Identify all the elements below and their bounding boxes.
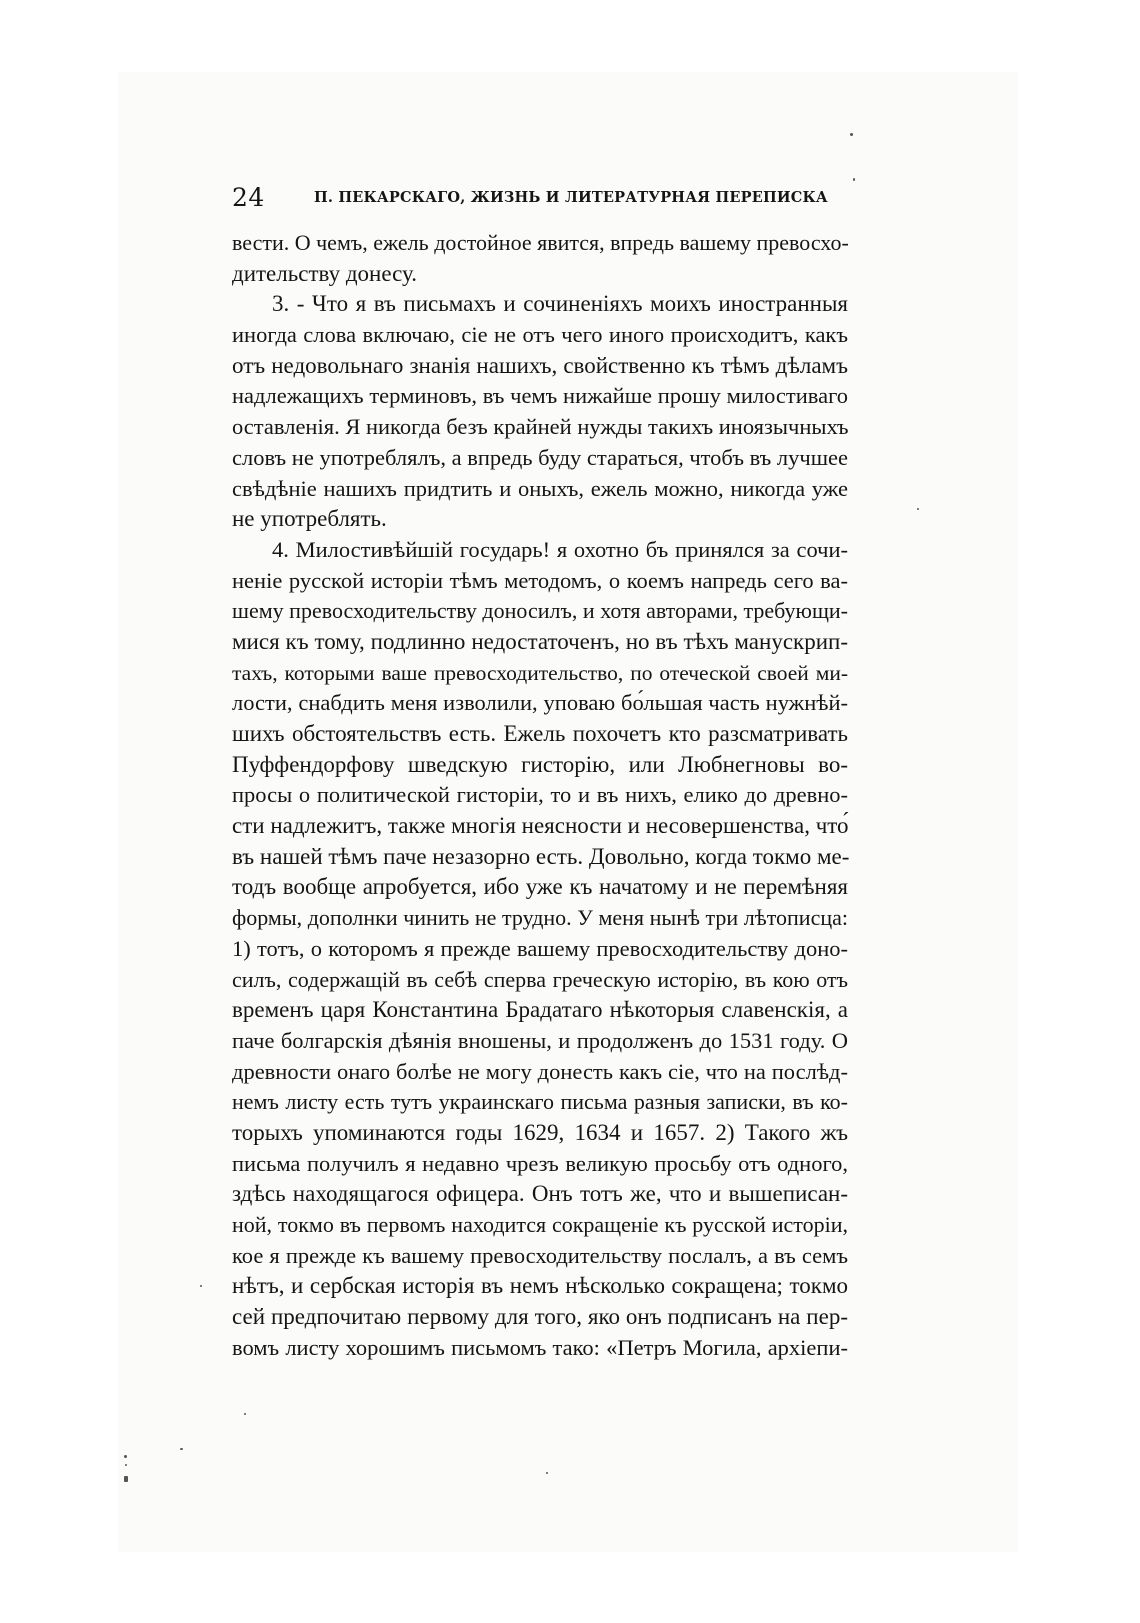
text-line: торыхъ упоминаются годы 1629, 1634 и 1657. 2) Такого жъ	[232, 1119, 848, 1145]
text-line: древности онаго болѣе не могу донесть какъ сіе, что на послѣд-	[232, 1058, 848, 1084]
text-line: тахъ, которыми ваше превосходительство, по отеческой своей ми-	[232, 660, 848, 685]
text-line: 1) тотъ, о которомъ я прежде вашему превосходительству доно-	[232, 935, 848, 961]
text-line: вести. О чемъ, ежель достойное явится, впредь вашему превосхо-	[232, 230, 849, 255]
text-line: временъ царя Константина Брадатаго нѣкоторыя славенскія, а	[232, 997, 848, 1023]
scan-speck	[124, 1455, 127, 1458]
text-line: 3. - Что я въ письмахъ и сочиненіяхъ моихъ иностранныя	[272, 291, 848, 317]
page-number: 24	[232, 183, 265, 212]
text-line: ной, токмо въ первомъ находится сокращеніе къ русской исторіи,	[232, 1212, 848, 1237]
scan-speck	[124, 1476, 128, 1482]
scan-speck	[853, 178, 855, 181]
text-line: иногда слова включаю, сіе не отъ чего иного происходитъ, какъ	[232, 322, 848, 348]
scan-speck	[546, 1472, 548, 1474]
scan-speck	[850, 133, 853, 136]
text-line: формы, дополнки чинить не трудно. У меня нынѣ три лѣтописца:	[232, 905, 848, 931]
text-line: силъ, содержащій въ себѣ сперва греческую исторію, въ кою отъ	[232, 966, 848, 992]
text-line: словъ не употреблялъ, а впредь буду стараться, чтобъ въ лучшее	[232, 444, 848, 470]
text-line: просы о политической гисторіи, то и въ нихъ, елико до древно-	[232, 782, 848, 808]
scan-speck	[917, 508, 919, 510]
text-line: нѣтъ, и сербская исторія въ немъ нѣсколько сокращена; токмо	[232, 1273, 848, 1299]
text-line: въ нашей тѣмъ паче незазорно есть. Довольно, когда токмо ме-	[232, 843, 850, 869]
text-line: не употреблять.	[232, 506, 387, 532]
text-line: тодъ вообще апробуется, ибо уже къ начатому и не перемѣняя	[232, 874, 848, 900]
text-line: немъ листу есть тутъ украинскаго письма разныя записки, въ ко-	[232, 1089, 848, 1115]
text-line: свѣдѣніе нашихъ придтить и оныхъ, ежель можно, никогда уже	[232, 475, 848, 501]
text-line: неніе русской исторіи тѣмъ методомъ, о коемъ напредь сего ва-	[232, 567, 848, 593]
scan-speck	[125, 1464, 127, 1466]
text-line: надлежащихъ терминовъ, въ чемъ нижайше прошу милостиваго	[232, 383, 848, 409]
text-line: дительству донесу.	[232, 260, 417, 286]
text-line: здѣсь находящагося офицера. Онъ тотъ же, что и вышеписан-	[232, 1181, 848, 1207]
text-line: паче болгарскія дѣянія вношены, и продолженъ до 1531 году. О	[232, 1027, 848, 1053]
text-line: лости, снабдить меня изволили, уповаю бо́льшая часть нужнѣй-	[232, 690, 848, 716]
text-line: 4. Милостивѣйшій государь! я охотно бъ принялся за сочи-	[272, 536, 848, 562]
text-line: кое я прежде къ вашему превосходительству послалъ, а въ семъ	[232, 1242, 848, 1268]
scan-speck	[244, 1413, 246, 1415]
text-line: оставленія. Я никогда безъ крайней нужды такихъ иноязычныхъ	[232, 414, 849, 440]
text-line: отъ недовольнаго знанія нашихъ, свойственно къ тѣмъ дѣламъ	[232, 352, 848, 378]
text-line: шихъ обстоятельствъ есть. Ежель похочетъ кто разсматривать	[232, 721, 848, 746]
text-line: Пуффендорфову шведскую гисторію, или Любнегновы во-	[232, 751, 848, 777]
running-head: П. ПЕКАРСКАГО, ЖИЗНЬ И ЛИТЕРАТУРНАЯ ПЕРЕПИСКА	[314, 189, 828, 206]
text-line: сей предпочитаю первому для того, яко онъ подписанъ на пер-	[232, 1304, 848, 1330]
body-text	[232, 228, 848, 1363]
text-line: сти надлежитъ, также многія неясности и несовершенства, что́	[232, 813, 849, 839]
text-line: шему превосходительству доносилъ, и хотя авторами, требующи-	[232, 598, 848, 624]
page-header	[232, 180, 842, 216]
text-line: вомъ листу хорошимъ письмомъ тако: «Петръ Могила, архіепи-	[232, 1334, 848, 1360]
text-line: мися къ тому, подлинно недостаточенъ, но въ тѣхъ манускрип-	[232, 628, 848, 654]
scan-speck	[180, 1448, 183, 1450]
scan-speck	[200, 1285, 202, 1287]
text-line: письма получилъ я недавно чрезъ великую просьбу отъ одного,	[232, 1150, 848, 1176]
